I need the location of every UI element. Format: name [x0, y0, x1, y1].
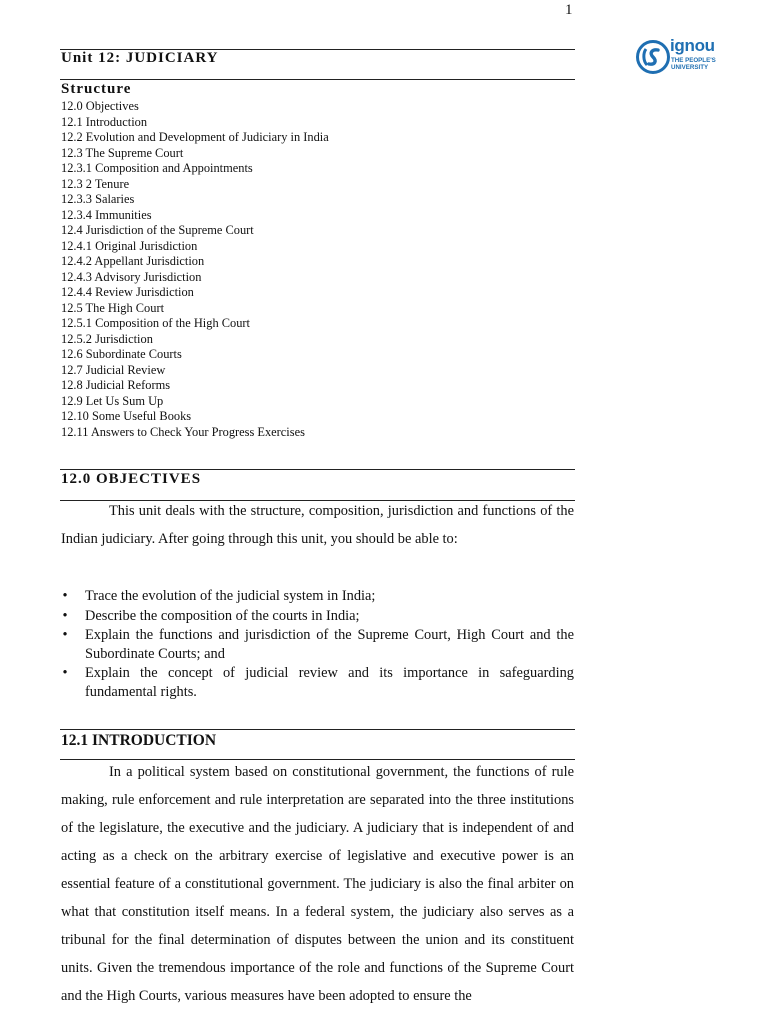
introduction-paragraph: In a political system based on constitutional government, the functions of rule making, rule enforcement and rule interpretation are separated into the three institutions of the legislature, the executive and the judiciary. A judiciary that is independent of and acting as a check on the arbitrary exercise of legislative and executive power is an essential feature of a constitutional government. The judiciary is also the final arbiter on what that constitution itself means. In a federal system, the judiciary also serves as a tribunal for the final determination of disputes between the union and its constituent units. Given the tremendous importance of the role and functions of the Supreme Court and the High Courts, various measures have been adopted to ensure the: [61, 764, 574, 1004]
bullet-icon: •: [62, 588, 68, 604]
ignou-emblem-icon: [636, 40, 670, 74]
logo-name: ignou: [670, 36, 715, 55]
objectives-top-rule: [60, 469, 575, 470]
objectives-intro: This unit deals with the structure, composition, jurisdiction and functions of the Indian judiciary. After going through this unit, you should be able to:: [61, 503, 574, 547]
logo-tagline: [671, 57, 716, 71]
structure-item: 12.7 Judicial Review: [61, 362, 166, 377]
structure-item: 12.4.4 Review Jurisdiction: [61, 285, 194, 299]
structure-item: 12.5 The High Court: [61, 300, 165, 315]
structure-item: 12.1 Introduction: [61, 114, 148, 129]
logo-tagline-line1: THE PEOPLE'S: [671, 57, 716, 64]
structure-item: 12.2 Evolution and Development of Judiciary in India: [61, 130, 329, 144]
structure-item: 12.8 Judicial Reforms: [61, 378, 171, 392]
structure-item: 12.5.2 Jurisdiction: [61, 331, 153, 346]
objectives-bullet-text: Describe the composition of the courts in India;: [85, 607, 360, 624]
structure-item: 12.4.2 Appellant Jurisdiction: [61, 254, 205, 268]
objectives-bullet-item: [61, 607, 574, 626]
logo-tagline-line2: UNIVERSITY: [671, 64, 709, 71]
structure-item: 12.4 Jurisdiction of the Supreme Court: [61, 223, 254, 237]
structure-item: 12.5.1 Composition of the High Court: [61, 316, 250, 330]
structure-item: 12.3 The Supreme Court: [61, 145, 184, 160]
objectives-bullet-text: Explain the functions and jurisdiction of the Supreme Court, High Court and the Subordinate Courts; and: [85, 627, 574, 662]
structure-item: 12.4.3 Advisory Jurisdiction: [61, 269, 202, 284]
structure-item: 12.4.1 Original Jurisdiction: [61, 238, 198, 253]
structure-item: 12.10 Some Useful Books: [61, 409, 192, 423]
structure-item: 12.6 Subordinate Courts: [61, 347, 182, 361]
structure-item: 12.3.3 Salaries: [61, 192, 135, 206]
unit-title-bottom-rule: [60, 79, 575, 80]
objectives-bullet-text: Explain the concept of judicial review and its importance in safeguarding fundamental rights.: [85, 665, 574, 700]
structure-heading: Structure: [61, 81, 132, 97]
structure-item: 12.3 2 Tenure: [61, 176, 130, 191]
page-number: 1: [565, 2, 573, 18]
bullet-icon: •: [62, 665, 68, 682]
objectives-bullet-item: [61, 626, 574, 663]
structure-item: 12.3.1 Composition and Appointments: [61, 161, 253, 175]
bullet-icon: •: [62, 627, 68, 644]
objectives-bullet-list: [61, 587, 574, 703]
objectives-bullet-text: Trace the evolution of the judicial system in India;: [85, 588, 376, 604]
structure-item: 12.3.4 Immunities: [61, 207, 152, 222]
unit-title: Unit 12: JUDICIARY: [61, 50, 219, 66]
structure-item: 12.0 Objectives: [61, 99, 139, 113]
ignou-logo: [636, 36, 720, 76]
bullet-icon: •: [62, 607, 68, 624]
objectives-bullet-item: [61, 664, 574, 701]
objectives-bullet-item: [61, 587, 574, 606]
structure-list: [61, 99, 329, 440]
introduction-top-rule: [60, 729, 575, 730]
objectives-heading: 12.0 OBJECTIVES: [61, 471, 202, 487]
structure-item: 12.9 Let Us Sum Up: [61, 393, 164, 408]
introduction-heading: 12.1 INTRODUCTION: [61, 732, 217, 749]
structure-item: 12.11 Answers to Check Your Progress Exercises: [61, 424, 305, 439]
